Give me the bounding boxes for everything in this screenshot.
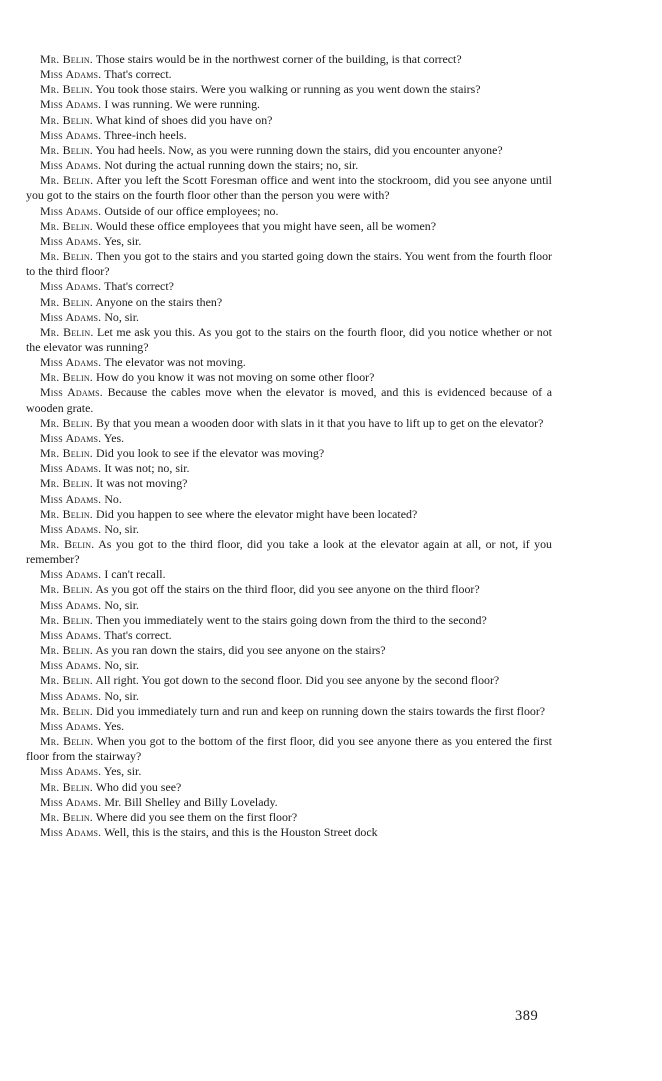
testimony-line — [26, 82, 552, 97]
speaker-name: Miss Adams. — [40, 233, 102, 248]
testimony-line — [26, 719, 552, 734]
testimony-line — [26, 219, 552, 234]
testimony-line — [26, 795, 552, 810]
speaker-name: Miss Adams. — [40, 794, 102, 809]
page-number: 389 — [515, 1008, 539, 1024]
line-text: No. — [104, 491, 122, 506]
speaker-name: Miss Adams. — [40, 279, 102, 294]
testimony-line — [26, 370, 552, 385]
speaker-name: Mr. Belin. — [40, 703, 93, 718]
line-text: No, sir. — [104, 688, 139, 703]
speaker-name: Miss Adams. — [40, 309, 102, 324]
testimony-line — [26, 446, 552, 461]
speaker-name: Mr. Belin. — [40, 415, 93, 430]
line-text: No, sir. — [104, 658, 139, 673]
line-text: Did you happen to see where the elevator might have been located? — [95, 506, 418, 521]
testimony-line — [26, 582, 552, 597]
line-text: Because the cables move when the elevator is moved, and this is evidenced because of a wooden grate. — [26, 385, 553, 415]
speaker-name: Mr. Belin. — [40, 249, 94, 264]
speaker-name: Mr. Belin. — [40, 476, 93, 491]
testimony-line — [26, 689, 552, 704]
testimony-line — [26, 734, 552, 764]
testimony-line — [26, 52, 552, 67]
line-text: Not during the actual running down the stairs; no, sir. — [104, 158, 359, 173]
speaker-name: Miss Adams. — [40, 158, 102, 173]
testimony-line — [26, 416, 552, 431]
line-text: What kind of shoes did you have on? — [95, 112, 273, 127]
testimony-line — [26, 431, 552, 446]
line-text: As you got off the stairs on the third floor, did you see anyone on the third floor? — [95, 582, 480, 597]
transcript — [26, 52, 552, 840]
testimony-line — [26, 461, 552, 476]
speaker-name: Mr. Belin. — [40, 643, 93, 658]
speaker-name: Mr. Belin. — [40, 218, 93, 233]
speaker-name: Mr. Belin. — [40, 446, 93, 461]
line-text: As you got to the third floor, did you take a look at the elevator again at all, or not, if you remember? — [26, 537, 552, 567]
testimony-line — [26, 673, 552, 688]
testimony-line — [26, 507, 552, 522]
line-text: Who did you see? — [95, 779, 182, 794]
speaker-name: Mr. Belin. — [40, 582, 93, 597]
testimony-line — [26, 234, 552, 249]
speaker-name: Miss Adams. — [40, 627, 102, 642]
testimony-line — [26, 279, 552, 294]
speaker-name: Miss Adams. — [40, 97, 102, 112]
line-text: All right. You got down to the second floor. Did you see anyone by the second floor? — [95, 673, 500, 688]
line-text: After you left the Scott Foresman office and went into the stockroom, did you see anyone until you got to the stairs on the fourth floor other than the person you were with? — [26, 173, 552, 203]
speaker-name: Miss Adams. — [40, 718, 102, 733]
testimony-line — [26, 613, 552, 628]
testimony-line — [26, 204, 552, 219]
line-text: I can't recall. — [104, 567, 166, 582]
speaker-name: Miss Adams. — [40, 567, 102, 582]
speaker-name: Miss Adams. — [40, 67, 102, 82]
line-text: It was not; no, sir. — [104, 461, 190, 476]
speaker-name: Miss Adams. — [40, 430, 102, 445]
speaker-name: Mr. Belin. — [40, 173, 94, 188]
line-text: Yes, sir. — [103, 233, 142, 248]
speaker-name: Miss Adams. — [40, 597, 102, 612]
testimony-line — [26, 643, 552, 658]
line-text: That's correct. — [104, 627, 172, 642]
speaker-name: Mr. Belin. — [40, 52, 93, 66]
testimony-line — [26, 492, 552, 507]
testimony-line — [26, 97, 552, 112]
line-text: No, sir. — [104, 597, 139, 612]
line-text: Where did you see them on the first floor? — [95, 809, 298, 824]
line-text: Let me ask you this. As you got to the stairs on the fourth floor, did you notice whether or not the elevator was running? — [26, 324, 552, 354]
line-text: Mr. Bill Shelley and Billy Lovelady. — [104, 794, 278, 809]
testimony-line — [26, 598, 552, 613]
speaker-name: Mr. Belin. — [40, 82, 93, 97]
testimony-line — [26, 143, 552, 158]
testimony-line — [26, 628, 552, 643]
speaker-name: Mr. Belin. — [40, 779, 93, 794]
line-text: The elevator was not moving. — [104, 355, 246, 370]
line-text: You took those stairs. Were you walking or running as you went down the stairs? — [95, 82, 481, 97]
line-text: Yes. — [103, 718, 125, 733]
speaker-name: Miss Adams. — [40, 521, 102, 536]
speaker-name: Mr. Belin. — [40, 673, 93, 688]
line-text: By that you mean a wooden door with slats in it that you have to lift up to get on the elevator? — [95, 415, 544, 430]
line-text: Then you immediately went to the stairs going down from the third to the second? — [95, 612, 487, 627]
testimony-line — [26, 355, 552, 370]
speaker-name: Miss Adams. — [40, 385, 103, 400]
speaker-name: Mr. Belin. — [40, 537, 95, 551]
testimony-line — [26, 476, 552, 491]
testimony-line — [26, 825, 552, 840]
testimony-line — [26, 567, 552, 582]
line-text: Anyone on the stairs then? — [95, 294, 223, 309]
speaker-name: Mr. Belin. — [40, 112, 93, 127]
testimony-line — [26, 385, 552, 415]
speaker-name: Miss Adams. — [40, 824, 102, 839]
line-text: You had heels. Now, as you were running down the stairs, did you encounter anyone? — [95, 142, 503, 157]
line-text: I was running. We were running. — [104, 97, 260, 112]
speaker-name: Mr. Belin. — [40, 734, 94, 749]
testimony-line — [26, 522, 552, 537]
line-text: Did you immediately turn and run and keep on running down the stairs towards the first floor? — [95, 703, 546, 718]
speaker-name: Miss Adams. — [40, 688, 102, 703]
speaker-name: Miss Adams. — [40, 491, 102, 506]
line-text: No, sir. — [104, 309, 139, 324]
speaker-name: Miss Adams. — [40, 355, 102, 370]
speaker-name: Mr. Belin. — [40, 809, 93, 824]
line-text: Then you got to the stairs and you started going down the stairs. You went from the fourth floor to the third floor? — [26, 249, 553, 279]
speaker-name: Miss Adams. — [40, 203, 102, 218]
speaker-name: Mr. Belin. — [40, 324, 94, 339]
line-text: Yes, sir. — [103, 764, 142, 779]
line-text: Outside of our office employees; no. — [104, 203, 279, 218]
speaker-name: Mr. Belin. — [40, 142, 93, 157]
testimony-line — [26, 295, 552, 310]
line-text: How do you know it was not moving on some other floor? — [95, 370, 375, 385]
testimony-line — [26, 764, 552, 779]
testimony-line — [26, 249, 552, 279]
line-text: Would these office employees that you might have seen, all be women? — [95, 218, 436, 233]
testimony-line — [26, 128, 552, 143]
speaker-name: Miss Adams. — [40, 127, 102, 142]
line-text: Did you look to see if the elevator was moving? — [95, 446, 325, 461]
testimony-line — [26, 658, 552, 673]
testimony-line — [26, 158, 552, 173]
line-text: No, sir. — [104, 521, 139, 536]
testimony-line — [26, 325, 552, 355]
line-text: That's correct. — [104, 67, 172, 82]
line-text: As you ran down the stairs, did you see anyone on the stairs? — [95, 643, 386, 658]
testimony-page — [26, 52, 552, 840]
line-text: When you got to the bottom of the first floor, did you see anyone there as you entered the first floor from the stairway? — [26, 734, 552, 764]
speaker-name: Mr. Belin. — [40, 506, 93, 521]
speaker-name: Miss Adams. — [40, 658, 102, 673]
speaker-name: Mr. Belin. — [40, 294, 93, 309]
testimony-line — [26, 113, 552, 128]
speaker-name: Mr. Belin. — [40, 370, 93, 385]
testimony-line — [26, 780, 552, 795]
line-text: Three-inch heels. — [104, 127, 187, 142]
testimony-line — [26, 704, 552, 719]
speaker-name: Miss Adams. — [40, 461, 102, 476]
line-text: Well, this is the stairs, and this is the Houston Street dock — [104, 824, 378, 839]
line-text: Yes. — [103, 430, 125, 445]
speaker-name: Miss Adams. — [40, 764, 102, 779]
line-text: It was not moving? — [95, 476, 188, 491]
testimony-line — [26, 173, 552, 203]
speaker-name: Mr. Belin. — [40, 612, 93, 627]
line-text: That's correct? — [104, 279, 174, 294]
testimony-line — [26, 310, 552, 325]
testimony-line — [26, 67, 552, 82]
line-text: Those stairs would be in the northwest corner of the building, is that correct? — [95, 52, 462, 66]
testimony-line — [26, 810, 552, 825]
testimony-line — [26, 537, 552, 567]
